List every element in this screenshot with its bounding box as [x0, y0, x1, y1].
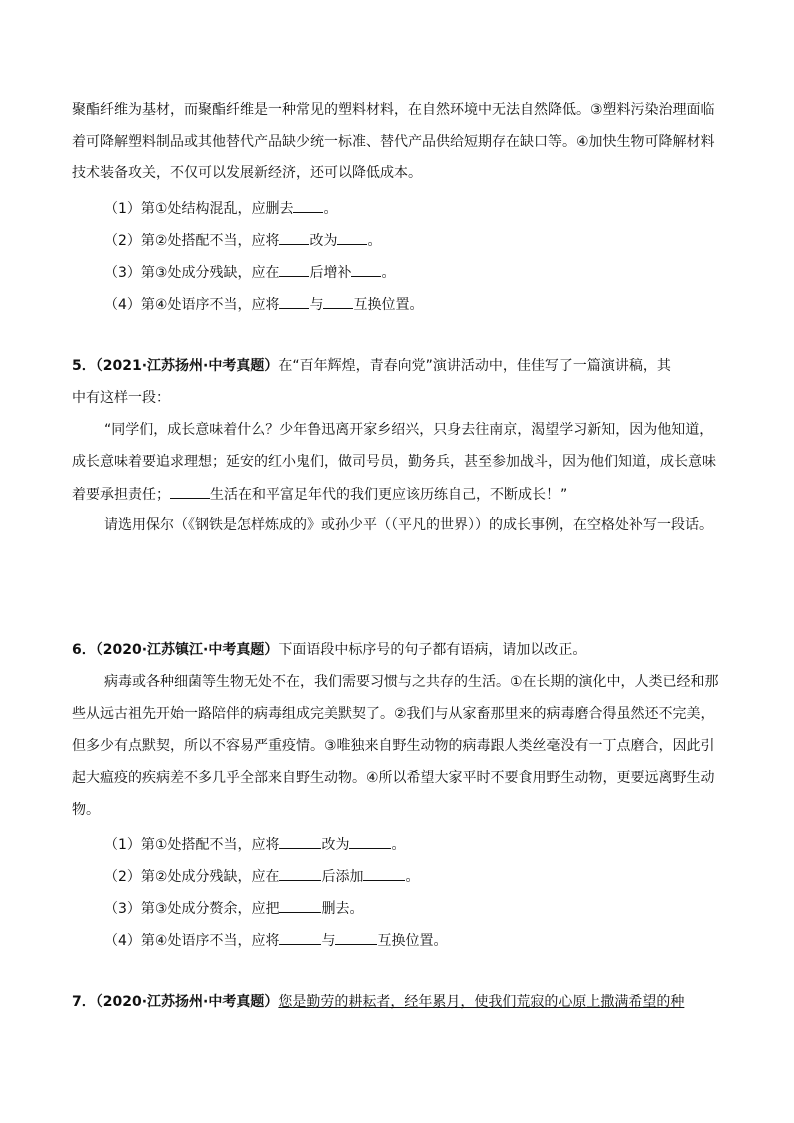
answer-blank[interactable] [279, 866, 321, 881]
q6-para-line: 起大瘟疫的疾病差不多几乎全部来自野生动物。④所以希望大家平时不要食用野生动物，更要远离野生动 [72, 770, 715, 786]
q7-header [72, 992, 684, 1012]
answer-blank[interactable] [279, 230, 309, 245]
question-source: （2020·江苏扬州·中考真题） [95, 994, 279, 1010]
q4-item-4: （4）第④处语序不当，应将 与 互换位置。 [104, 294, 423, 315]
q6-para-line: 但多少有点默契，所以不容易严重疫情。③唯独来自野生动物的病毒跟人类丝毫没有一丁点磨合，因此引 [72, 738, 715, 754]
q6-item-2: （2）第②处成分残缺，应在 后添加 。 [104, 866, 419, 887]
answer-blank[interactable] [337, 230, 367, 245]
q6-para-line: 病毒或各种细菌等生物无处不在，我们需要习惯与之共存的生活。①在长期的演化中，人类已经和那 [104, 674, 719, 690]
question-source: （2020·江苏镇江·中考真题） [95, 642, 279, 658]
q5-quote-line: “同学们，成长意味着什么？少年鲁迅离开家乡绍兴，只身去往南京，渴望学习新知，因为他知道， [104, 422, 714, 438]
answer-blank[interactable] [279, 898, 321, 913]
q7-text: 您是勤劳的耕耘者，经年累月，使我们荒寂的心原上撒满希望的种 [278, 994, 685, 1010]
q6-para-line: 些从远古祖先开始一路陪伴的病毒组成完美默契了。②我们与从家畜那里来的病毒磨合得虽然还不完美， [72, 706, 715, 722]
q6-item-1: （1）第①处搭配不当，应将 改为 。 [104, 834, 405, 855]
question-source: （2021·江苏扬州·中考真题） [95, 358, 279, 374]
answer-blank[interactable] [170, 484, 210, 499]
answer-blank[interactable] [323, 294, 353, 309]
q5-quote-line: 成长意味着要追求理想；延安的红小鬼们，做司号员，勤务兵，甚至参加战斗，因为他们知道，成长意味 [72, 454, 716, 470]
q4-item-2: （2）第②处搭配不当，应将 改为 。 [104, 230, 381, 251]
question-number: 7． [72, 994, 96, 1010]
answer-blank[interactable] [279, 262, 309, 277]
q6-para-line: 物。 [72, 802, 100, 818]
q4-text-line: 技术装备攻关，不仅可以发展新经济，还可以降低成本。 [72, 165, 422, 181]
q6-item-4: （4）第④处语序不当，应将 与 互换位置。 [104, 930, 447, 951]
question-number: 6． [72, 642, 96, 658]
q4-text-line: 聚酯纤维为基材，而聚酯纤维是一种常见的塑料材料，在自然环境中无法自然降低。③塑料污染治理面临 [72, 102, 715, 118]
q6-item-3: （3）第③处成分赘余，应把 删去。 [104, 898, 363, 919]
q5-header: 5．（2021·江苏扬州·中考真题）在“百年辉煌，青春向党”演讲活动中，佳佳写了一篇演讲稿，其 [72, 358, 671, 374]
q5-prompt: 请选用保尔（《钢铁是怎样炼成的》或孙少平（（平凡的世界））的成长事例，在空格处补写一段话。 [104, 517, 713, 533]
question-number: 5． [72, 358, 96, 374]
q5-quote-line: 着要承担责任； 生活在和平富足年代的我们更应该历练自己，不断成长！” [72, 484, 567, 505]
answer-blank[interactable] [279, 930, 321, 945]
answer-blank[interactable] [279, 834, 321, 849]
answer-blank[interactable] [279, 294, 309, 309]
q4-item-1: （1）第①处结构混乱，应删去 。 [104, 198, 337, 219]
q6-header: 6．（2020·江苏镇江·中考真题）下面语段中标序号的句子都有语病，请加以改正。 [72, 642, 587, 658]
answer-blank[interactable] [293, 198, 323, 213]
q4-item-3: （3）第③处成分残缺，应在 后增补 。 [104, 262, 395, 283]
q4-text-line: 着可降解塑料制品或其他替代产品缺少统一标准、替代产品供给短期存在缺口等。④加快生物可降解材料 [72, 134, 715, 150]
q5-intro: 中有这样一段： [72, 390, 170, 406]
answer-blank[interactable] [349, 834, 391, 849]
answer-blank[interactable] [363, 866, 405, 881]
answer-blank[interactable] [351, 262, 381, 277]
answer-blank[interactable] [335, 930, 377, 945]
